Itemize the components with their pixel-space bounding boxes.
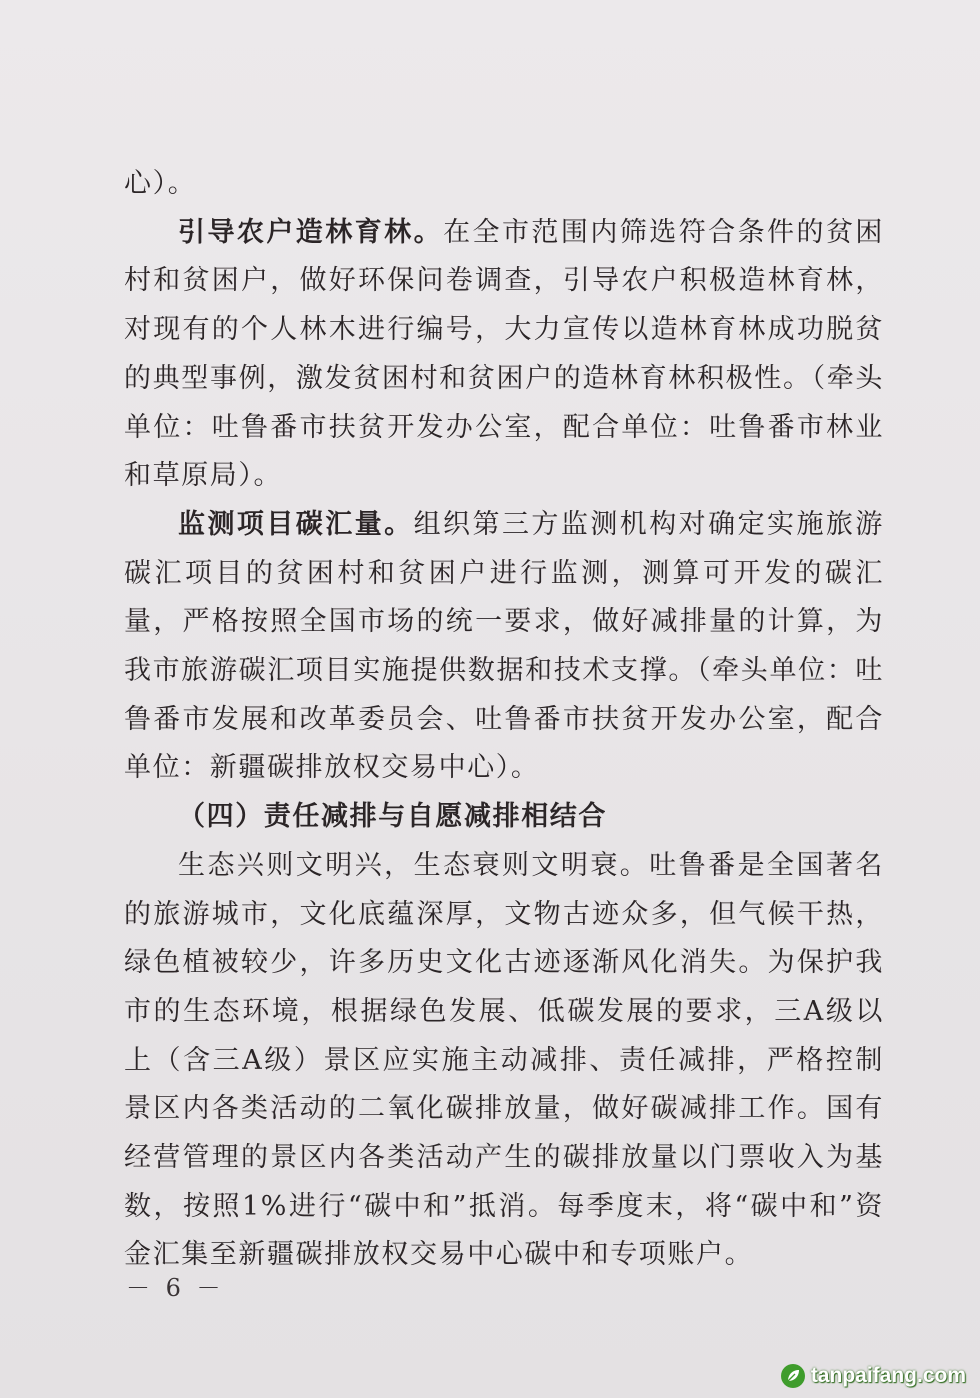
page-number: － 6 － bbox=[126, 1274, 225, 1302]
body-text bbox=[124, 160, 884, 1280]
watermark-text: tanpaifang.com bbox=[810, 1364, 966, 1387]
paragraph-emission-reduction: 生态兴则文明兴，生态衰则文明衰。吐鲁番是全国著名的旅游城市，文化底蕴深厚，文物古迹众多，但气候干热，绿色植被较少，许多历史文化古迹逐渐风化消失。为保护我市的生态环境，根据绿色发展、低碳发展的要求，三A级以上（含三A级）景区应实施主动减排、责任减排，严格控制景区内各类活动的二氧化碳排放量，做好碳减排工作。国有经营管理的景区内各类活动产生的碳排放量以门票收入为基数，按照1%进行“碳中和”抵消。每季度末，将“碳中和”资金汇集至新疆碳排放权交易中心碳中和专项账户。 bbox=[124, 849, 884, 1271]
paragraph-monitoring bbox=[124, 501, 884, 793]
paragraph-afforestation bbox=[124, 209, 884, 501]
paragraph-monitoring-lead: 监测项目碳汇量。 bbox=[178, 508, 414, 540]
paragraph-afforestation-text: 在全市范围内筛选符合条件的贫困村和贫困户，做好环保问卷调查，引导农户积极造林育林，对现有的个人林木进行编号，大力宣传以造林育林成功脱贫的典型事例，激发贫困村和贫困户的造林育林积极性。（牵头单位：吐鲁番市扶贫开发办公室，配合单位：吐鲁番市林业和草原局）。 bbox=[124, 216, 885, 492]
paragraph-afforestation-lead: 引导农户造林育林。 bbox=[178, 216, 444, 248]
watermark bbox=[781, 1364, 966, 1388]
paragraph-continuation: 心）。 bbox=[124, 168, 197, 199]
section-heading: （四）责任减排与自愿减排相结合 bbox=[178, 801, 607, 833]
leaf-icon bbox=[781, 1364, 805, 1388]
paragraph-monitoring-text: 组织第三方监测机构对确定实施旅游碳汇项目的贫困村和贫困户进行监测，测算可开发的碳汇量，严格按照全国市场的统一要求，做好减排量的计算，为我市旅游碳汇项目实施提供数据和技术支撑。（牵头单位：吐鲁番市发展和改革委员会、吐鲁番市扶贫开发办公室，配合单位：新疆碳排放权交易中心）。 bbox=[124, 508, 884, 784]
